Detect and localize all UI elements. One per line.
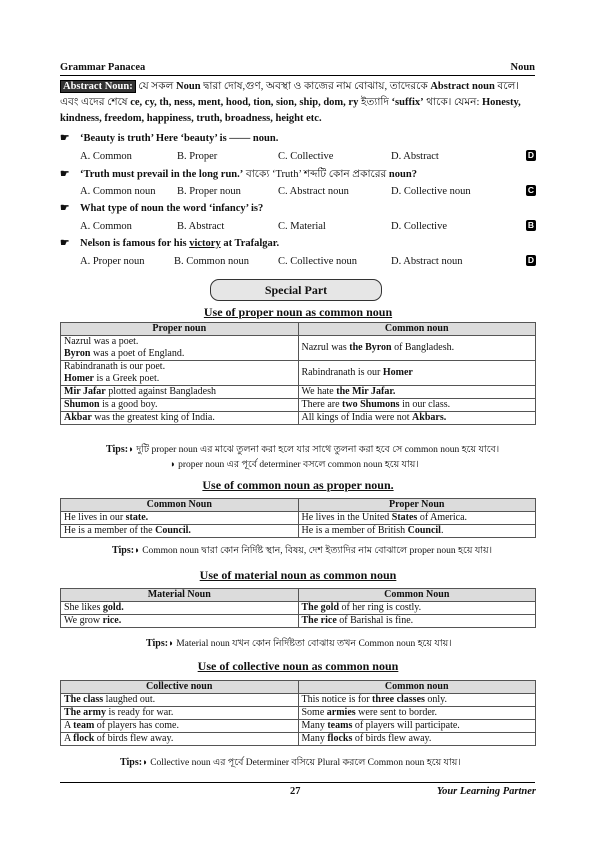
table-cell: Nazrul was the Byron of Bangladesh. [298, 336, 536, 361]
table-cell: Akbar was the greatest king of India. [61, 412, 299, 425]
arrow-icon: ◗ [170, 460, 176, 470]
section-title: Use of material noun as common noun [199, 568, 397, 582]
table-row [61, 733, 536, 746]
question-4: ☛ Nelson is famous for his victory at Trafalgar. [60, 238, 280, 249]
table-row [61, 336, 536, 361]
answer-badge: C [527, 185, 535, 195]
table-cell: Rabindranath is our poet. Homer is a Greek poet. [61, 361, 299, 386]
question-2-options [80, 186, 536, 200]
column-header: Common Noun [298, 589, 536, 602]
page-number: 27 [290, 786, 301, 797]
table-cell: A team of players has come. [61, 720, 299, 733]
table-cell: A flock of birds flew away. [61, 733, 299, 746]
column-header: Common Noun [61, 499, 299, 512]
footer-tagline: Your Learning Partner [436, 786, 536, 797]
column-header: Proper Noun [298, 499, 536, 512]
table-row [61, 615, 536, 628]
table-cell: The rice of Barishal is fine. [298, 615, 536, 628]
table-cell: Some armies were sent to border. [298, 707, 536, 720]
table-cell: He is a member of the Council. [61, 525, 299, 538]
table-row [61, 694, 536, 707]
tips-2: Tips:◗ Common noun দ্বারা কোন নির্দিষ্ট স্থান, বিষয়, দেশ ইত্যাদির নাম বোঝালে proper noun হয়ে যায়। [112, 545, 493, 556]
arrow-icon: ◗ [142, 758, 148, 768]
page-header [60, 62, 535, 73]
option-b[interactable]: B. Abstract [177, 221, 225, 232]
table-cell: Nazrul was a poet. Byron was a poet of England. [61, 336, 299, 361]
option-c[interactable]: C. Collective [278, 151, 334, 162]
section-title: Use of collective noun as common noun [197, 659, 399, 673]
question-1-options [80, 151, 536, 165]
table-cell: All kings of India were not Akbars. [298, 412, 536, 425]
table-cell: The gold of her ring is costly. [298, 602, 536, 615]
pointing-hand-icon: ☛ [60, 203, 70, 214]
table-cell: Shumon is a good boy. [61, 399, 299, 412]
table-cell: Mir Jafar plotted against Bangladesh [61, 386, 299, 399]
option-c[interactable]: C. Abstract noun [278, 186, 349, 197]
table-row [61, 602, 536, 615]
question-3: ☛ What type of noun the word ‘infancy’ is? [60, 203, 264, 214]
common-proper-table [60, 498, 536, 538]
table-cell: He lives in our state. [61, 512, 299, 525]
table-cell: He lives in the United States of America. [298, 512, 536, 525]
table-row [61, 720, 536, 733]
arrow-icon: ◗ [134, 546, 140, 556]
table-cell: Many teams of players will participate. [298, 720, 536, 733]
option-d[interactable]: D. Abstract noun [391, 256, 463, 267]
tips-4: Tips:◗ Collective noun এর পূর্বে Determiner বসিয়ে Plural করলে Common noun হয়ে যায়। [120, 757, 461, 768]
table-row [61, 412, 536, 425]
table-cell: The army is ready for war. [61, 707, 299, 720]
column-header: Collective noun [61, 681, 299, 694]
option-d[interactable]: D. Abstract [391, 151, 439, 162]
abstract-noun-definition: Abstract Noun: যে সকল Noun দ্বারা দোষ,গুণ, অবস্থা ও কাজের নাম বোঝায়, তাদেরকে Abstract noun বলে। এবং এদের শেষে ce, cy, th, ness, ment, hood, tion, sion, ship, dom, ry ইত্যাদি ‘suffix’ থাকে। যেমন: Honesty, kindness, freedom, happiness, truth, broadness, height etc. [60, 81, 521, 124]
chapter-title: Noun [510, 62, 535, 73]
option-a[interactable]: A. Common [80, 151, 132, 162]
table-cell: The class laughed out. [61, 694, 299, 707]
special-part-banner: Special Part [210, 279, 382, 301]
arrow-icon: ◗ [128, 445, 134, 455]
arrow-icon: ◗ [168, 639, 174, 649]
tips-1: Tips:◗ দুটি proper noun এর মাঝে তুলনা করা হলে যার সাথে তুলনা করা হবে সে common noun হয়ে যাবে। [106, 444, 500, 455]
abstract-noun-tag: Abstract Noun: [60, 80, 136, 93]
question-4-options [80, 256, 536, 270]
table-cell: Many flocks of birds flew away. [298, 733, 536, 746]
pointing-hand-icon: ☛ [60, 133, 70, 144]
table-row [61, 399, 536, 412]
option-a[interactable]: A. Common noun [80, 186, 156, 197]
table-cell: We hate the Mir Jafar. [298, 386, 536, 399]
table-row [61, 512, 536, 525]
question-1: ☛ ‘Beauty is truth’ Here ‘beauty’ is —— noun. [60, 133, 279, 144]
table-row [61, 386, 536, 399]
footer-rule [60, 782, 535, 783]
option-c[interactable]: C. Material [278, 221, 326, 232]
proper-common-table [60, 322, 536, 425]
header-rule [60, 75, 535, 76]
table-cell: This notice is for three classes only. [298, 694, 536, 707]
option-d[interactable]: D. Collective [391, 221, 447, 232]
pointing-hand-icon: ☛ [60, 169, 70, 180]
column-header: Proper noun [61, 323, 299, 336]
table-row [61, 707, 536, 720]
table-cell: He is a member of British Council. [298, 525, 536, 538]
table-row [61, 525, 536, 538]
option-b[interactable]: B. Common noun [174, 256, 249, 267]
section-title: Use of common noun as proper noun. [202, 478, 394, 492]
section-title: Use of proper noun as common noun [203, 305, 393, 319]
table-cell: She likes gold. [61, 602, 299, 615]
material-common-table [60, 588, 536, 628]
tips-3: Tips:◗ Material noun যখন কোন নির্দিষ্টতা বোঝায় তখন Common noun হয়ে যায়। [146, 638, 452, 649]
answer-badge: D [527, 255, 535, 265]
table-row [61, 361, 536, 386]
option-b[interactable]: B. Proper noun [177, 186, 241, 197]
option-b[interactable]: B. Proper [177, 151, 218, 162]
answer-badge: D [527, 150, 535, 160]
column-header: Material Noun [61, 589, 299, 602]
column-header: Common noun [298, 323, 536, 336]
option-a[interactable]: A. Proper noun [80, 256, 145, 267]
pointing-hand-icon: ☛ [60, 238, 70, 249]
answer-badge: B [527, 220, 535, 230]
table-cell: There are two Shumons in our class. [298, 399, 536, 412]
tips-1b: ◗ proper noun এর পূর্বে determiner বসলে common noun হয়ে যায়। [170, 460, 419, 470]
question-2: ☛ ‘Truth must prevail in the long run.’ বাক্যে ‘Truth’ শব্দটি কোন প্রকারের noun? [60, 169, 417, 180]
book-title: Grammar Panacea [60, 62, 146, 73]
question-3-options [80, 221, 536, 235]
column-header: Common noun [298, 681, 536, 694]
table-cell: Rabindranath is our Homer [298, 361, 536, 386]
option-c[interactable]: C. Collective noun [278, 256, 358, 267]
table-cell: We grow rice. [61, 615, 299, 628]
option-a[interactable]: A. Common [80, 221, 132, 232]
option-d[interactable]: D. Collective noun [391, 186, 471, 197]
collective-common-table [60, 680, 536, 746]
